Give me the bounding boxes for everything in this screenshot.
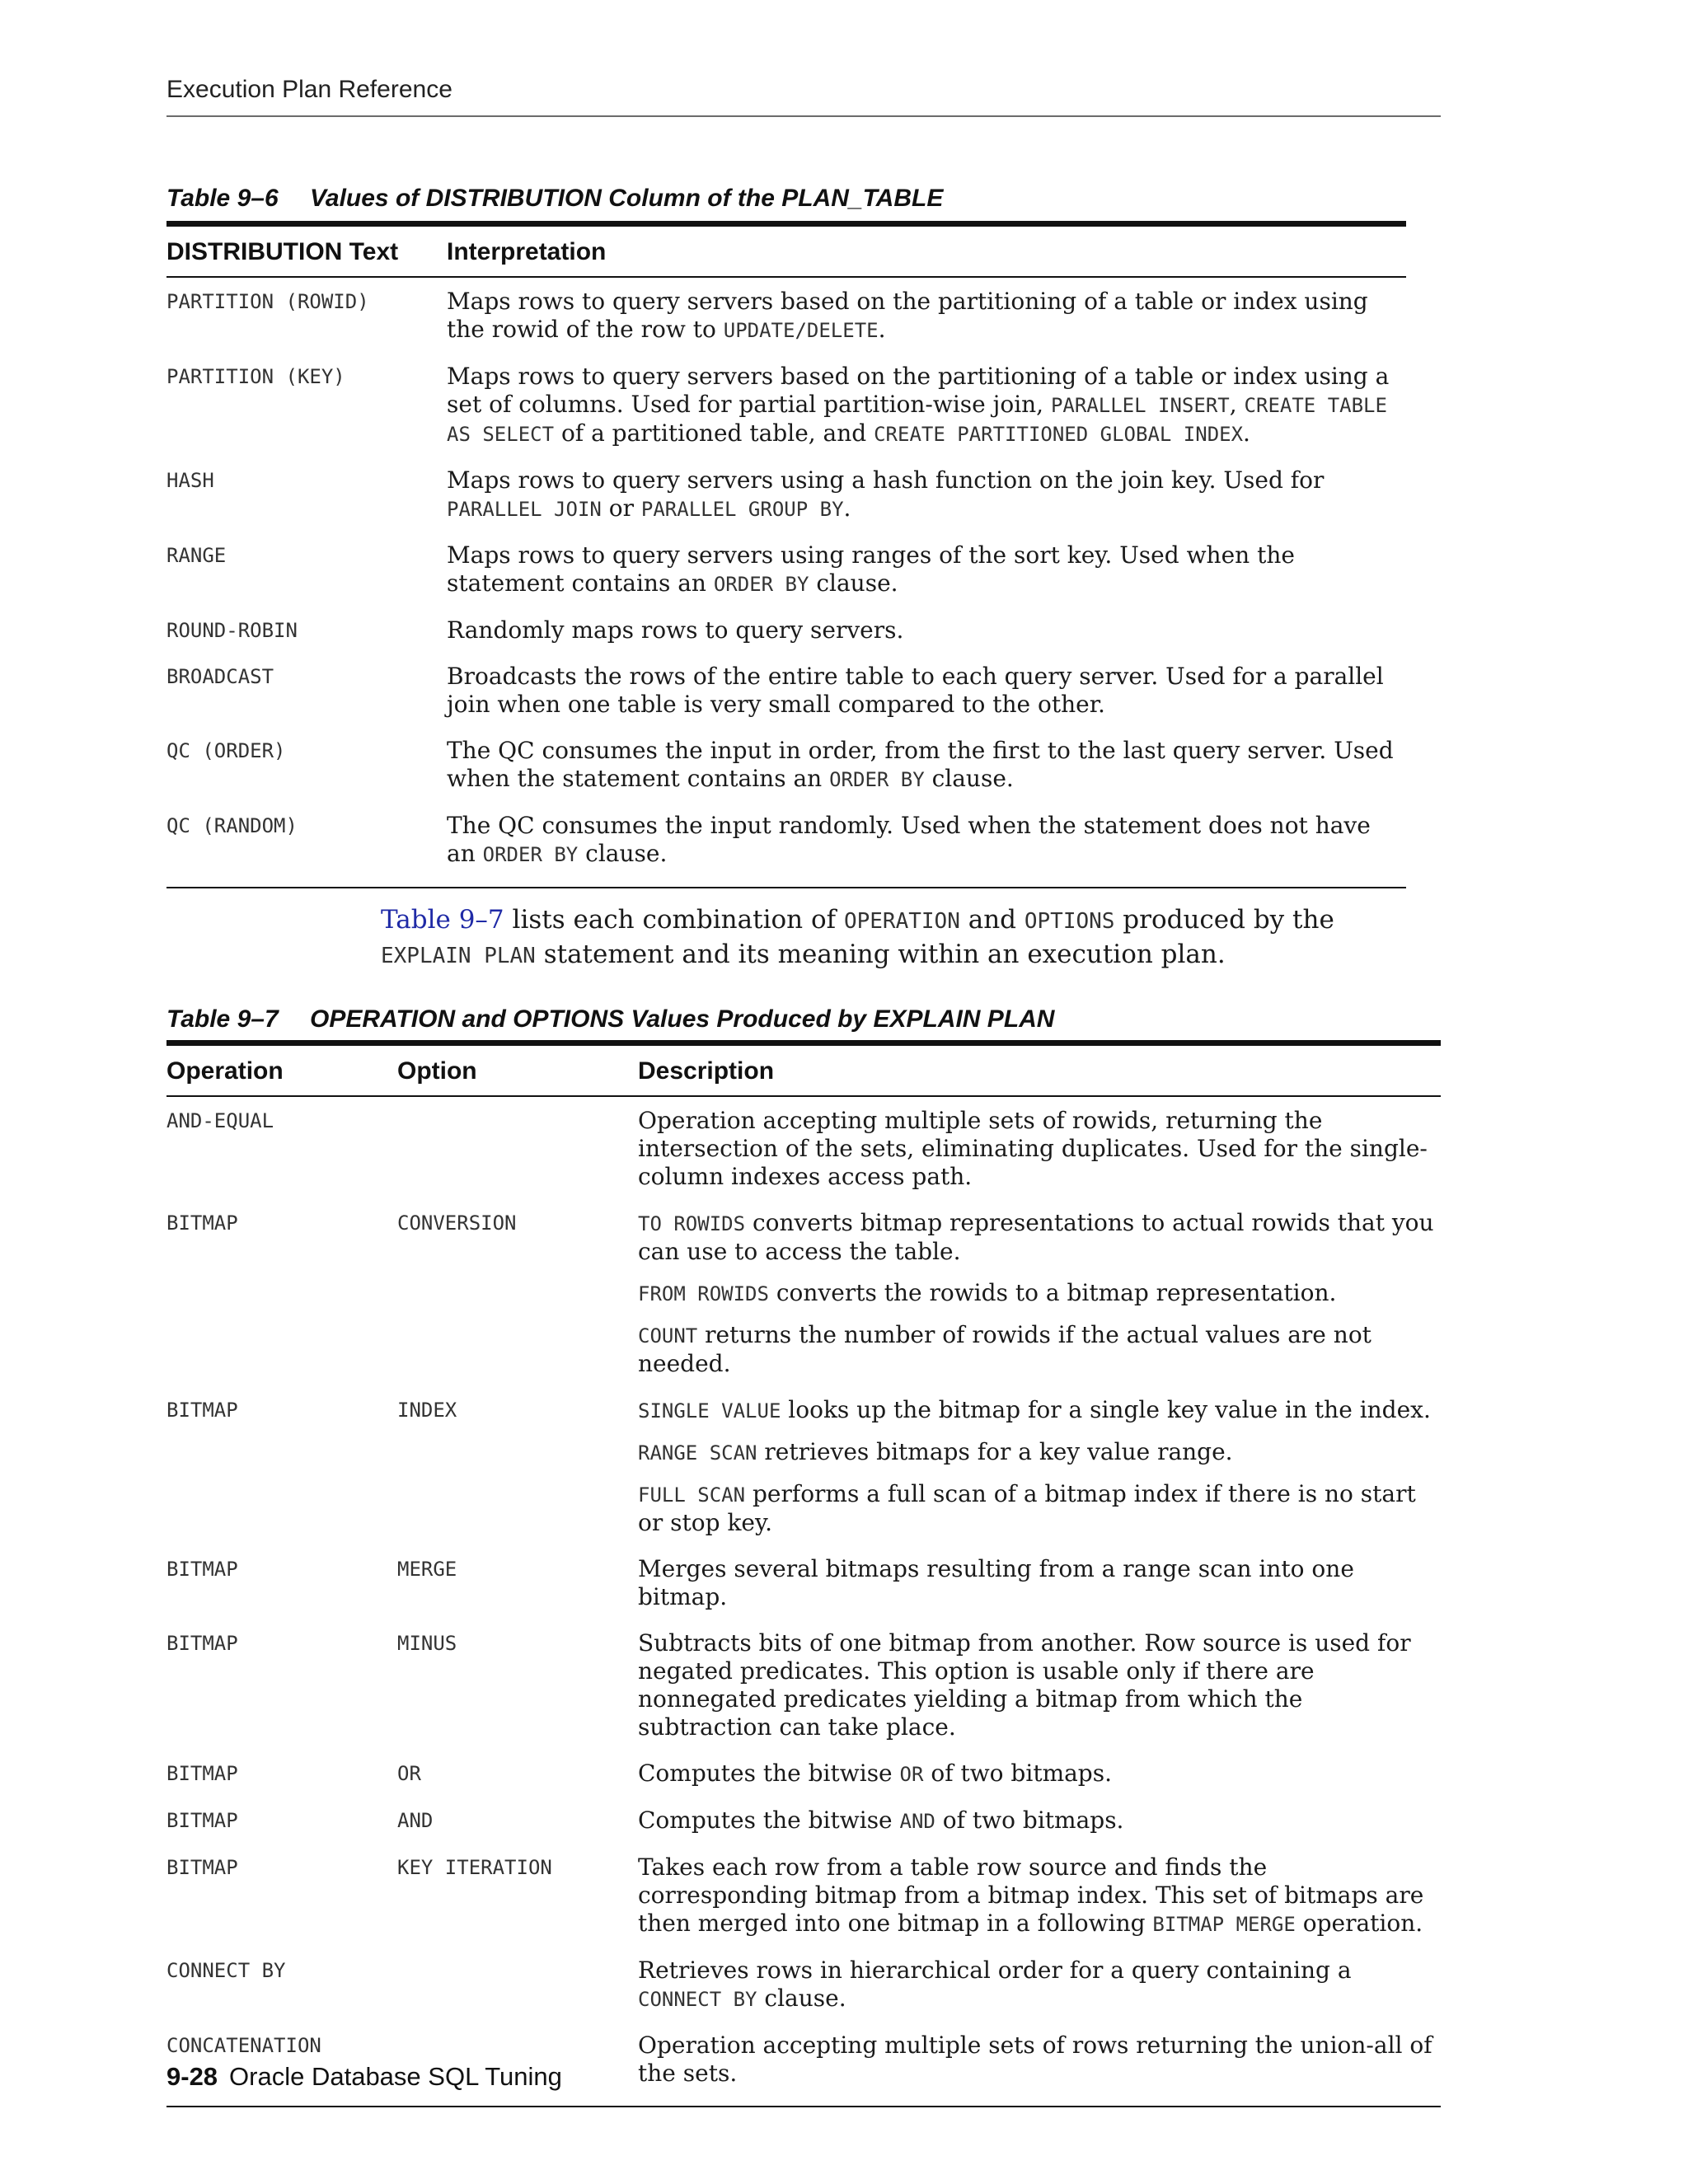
inline-code: CONNECT BY (638, 1988, 757, 2011)
inline-code: EXPLAIN PLAN (381, 944, 536, 968)
running-header: Execution Plan Reference (166, 76, 452, 103)
description-cell (638, 1555, 1441, 1629)
description-paragraph: Takes each row from a table row source and finds the corresponding bitmap from a bitmap index. This set of bitmaps are then merged into one bitmap in a following BITMAP MERGE operation. (638, 1854, 1424, 1937)
distribution-text-cell: RANGE (166, 544, 227, 567)
option-cell: MINUS (397, 1632, 457, 1655)
column-header: Description (638, 1043, 1441, 1097)
inline-code: OPTIONS (1024, 909, 1115, 934)
table-number: Table 9–7 (166, 1005, 279, 1033)
description-paragraph: Computes the bitwise OR of two bitmaps. (638, 1760, 1113, 1787)
option-cell: AND (397, 1809, 434, 1832)
description-cell (638, 2032, 1441, 2107)
inline-code: UPDATE/DELETE (723, 319, 879, 342)
interpretation-cell: Maps rows to query servers using ranges of the sort key. Used when the statement contains an ORDER BY clause. (447, 541, 1295, 597)
description-cell (638, 1807, 1441, 1854)
table-9-7-caption (166, 1005, 1054, 1033)
inline-code: SINGLE VALUE (638, 1399, 781, 1422)
interpretation-cell: Maps rows to query servers based on the partitioning of a table or index using a set of columns. Used for partial partition-wise join, PARALLEL INSERT, CREATE TABLE AS SELECT of a partitioned table, and CREATE PARTITIONED GLOBAL INDEX. (447, 363, 1390, 447)
description-paragraph: RANGE SCAN retrieves bitmaps for a key value range. (638, 1438, 1233, 1465)
table-row (166, 1807, 1441, 1854)
option-cell: MERGE (397, 1558, 457, 1581)
description-cell (638, 1396, 1441, 1555)
distribution-text-cell: BROADCAST (166, 665, 274, 688)
inline-code: PARALLEL INSERT (1050, 394, 1230, 417)
description-paragraph: FULL SCAN performs a full scan of a bitmap index if there is no start or stop key. (638, 1480, 1416, 1536)
table-row (166, 277, 1406, 363)
description-paragraph: Subtracts bits of one bitmap from another. Row source is used for negated predicates. This option is usable only if there are nonnegated predicates yielding a bitmap from which the subtraction can take place. (638, 1629, 1411, 1741)
operation-cell: BITMAP (166, 1856, 238, 1879)
inline-code: ORDER BY (713, 573, 809, 596)
operation-cell: BITMAP (166, 1809, 238, 1832)
table-row (166, 363, 1406, 466)
table-row (166, 1555, 1441, 1629)
description-paragraph: Operation accepting multiple sets of rows returning the union-all of the sets. (638, 2032, 1432, 2087)
option-cell (397, 1957, 638, 2032)
table-number: Table 9–6 (166, 185, 279, 212)
distribution-text-cell: HASH (166, 469, 214, 492)
table-row (166, 541, 1406, 616)
inline-code: CREATE PARTITIONED GLOBAL INDEX (874, 423, 1244, 446)
distribution-table-body (166, 277, 1406, 888)
operation-cell: BITMAP (166, 1762, 238, 1785)
table-row (166, 812, 1406, 888)
table-row (166, 1760, 1441, 1807)
option-cell: OR (397, 1762, 421, 1785)
column-header: Option (397, 1043, 638, 1097)
table-title: OPERATION and OPTIONS Values Produced by EXPLAIN PLAN (310, 1005, 1055, 1033)
interpretation-cell: The QC consumes the input in order, from the first to the last query server. Used when the statement contains an ORDER BY clause. (447, 737, 1394, 792)
option-cell (397, 1096, 638, 1209)
table-row (166, 737, 1406, 812)
interpretation-cell: Randomly maps rows to query servers. (447, 616, 904, 644)
description-paragraph: SINGLE VALUE looks up the bitmap for a single key value in the index. (638, 1396, 1431, 1423)
column-header: Interpretation (447, 224, 1406, 278)
inline-code: OR (899, 1763, 924, 1786)
description-paragraph: TO ROWIDS converts bitmap representations to actual rowids that you can use to access the table. (638, 1209, 1434, 1265)
interpretation-cell: Maps rows to query servers based on the partitioning of a table or index using the rowid of the row to UPDATE/DELETE. (447, 288, 1368, 343)
description-cell (638, 1096, 1441, 1209)
inline-code: TO ROWIDS (638, 1212, 746, 1235)
operation-cell: CONNECT BY (166, 1959, 286, 1982)
table-row (166, 663, 1406, 737)
table-cross-reference-link[interactable]: Table 9–7 (381, 905, 504, 935)
inline-code: ORDER BY (829, 768, 925, 791)
description-paragraph: Retrieves rows in hierarchical order for a query containing a CONNECT BY clause. (638, 1957, 1352, 2012)
option-cell: KEY ITERATION (397, 1856, 552, 1879)
distribution-text-cell: QC (RANDOM) (166, 812, 447, 888)
header-rule (166, 115, 1441, 117)
inline-code: OPERATION (843, 909, 960, 934)
option-cell: INDEX (397, 1399, 457, 1422)
operation-cell: AND-EQUAL (166, 1109, 274, 1132)
inline-code: BITMAP MERGE (1152, 1913, 1296, 1936)
table-row (166, 1854, 1441, 1957)
operation-cell: BITMAP (166, 1558, 238, 1581)
table-row (166, 1209, 1441, 1396)
interpretation-cell: Maps rows to query servers using a hash function on the join key. Used for PARALLEL JOIN or PARALLEL GROUP BY. (447, 466, 1325, 522)
table-row (166, 1396, 1441, 1555)
inline-code: PARALLEL JOIN (447, 498, 602, 521)
inline-code: RANGE SCAN (638, 1441, 757, 1465)
intro-paragraph: Table 9–7 lists each combination of OPERATION and OPTIONS produced by the EXPLAIN PLAN statement and its meaning within an execution plan. (381, 905, 1334, 969)
inline-code: PARALLEL GROUP BY (640, 498, 844, 521)
description-paragraph: Operation accepting multiple sets of rowids, returning the intersection of the sets, eliminating duplicates. Used for the single-column indexes access path. (638, 1107, 1428, 1190)
column-header: DISTRIBUTION Text (166, 224, 447, 278)
inline-code: ORDER BY (482, 843, 579, 866)
page-number: 9-28 (166, 2062, 218, 2091)
table-title: Values of DISTRIBUTION Column of the PLAN_TABLE (310, 185, 944, 212)
interpretation-cell: Broadcasts the rows of the entire table to each query server. Used for a parallel join when one table is very small compared to the other. (447, 663, 1384, 718)
column-header: Operation (166, 1043, 397, 1097)
table-9-6-caption (166, 185, 943, 213)
table-row (166, 466, 1406, 541)
operation-cell: BITMAP (166, 1632, 238, 1655)
option-cell: CONVERSION (397, 1212, 517, 1235)
operation-cell: BITMAP (166, 1399, 238, 1422)
distribution-text-cell: PARTITION (ROWID) (166, 290, 369, 313)
operation-cell: CONCATENATION (166, 2032, 397, 2107)
table-row (166, 616, 1406, 663)
operation-options-table (166, 1040, 1441, 2107)
description-cell (638, 1854, 1441, 1957)
description-cell (638, 1957, 1441, 2032)
page-footer (166, 2062, 562, 2092)
book-title: Oracle Database SQL Tuning (229, 2062, 562, 2091)
table-row (166, 1096, 1441, 1209)
inline-code: CREATE TABLE AS SELECT (447, 394, 1387, 446)
description-paragraph: Computes the bitwise AND of two bitmaps. (638, 1807, 1124, 1834)
description-paragraph: FROM ROWIDS converts the rowids to a bitmap representation. (638, 1279, 1337, 1306)
distribution-text-cell: PARTITION (KEY) (166, 365, 345, 388)
distribution-table (166, 221, 1406, 888)
description-paragraph: COUNT returns the number of rowids if the actual values are not needed. (638, 1321, 1372, 1377)
interpretation-cell: The QC consumes the input randomly. Used when the statement does not have an ORDER BY clause. (447, 812, 1406, 888)
description-cell (638, 1760, 1441, 1807)
operation-cell: BITMAP (166, 1212, 238, 1235)
distribution-text-cell: ROUND-ROBIN (166, 619, 298, 642)
inline-code: FROM ROWIDS (638, 1282, 769, 1305)
table-row (166, 1957, 1441, 2032)
inline-code: FULL SCAN (638, 1483, 746, 1507)
distribution-text-cell: QC (ORDER) (166, 739, 286, 762)
inline-code: AND (899, 1810, 935, 1833)
table-row (166, 1629, 1441, 1760)
description-cell (638, 1629, 1441, 1760)
description-cell (638, 1209, 1441, 1396)
description-paragraph: Merges several bitmaps resulting from a range scan into one bitmap. (638, 1555, 1354, 1610)
inline-code: COUNT (638, 1324, 698, 1347)
operation-options-table-body (166, 1096, 1441, 2107)
